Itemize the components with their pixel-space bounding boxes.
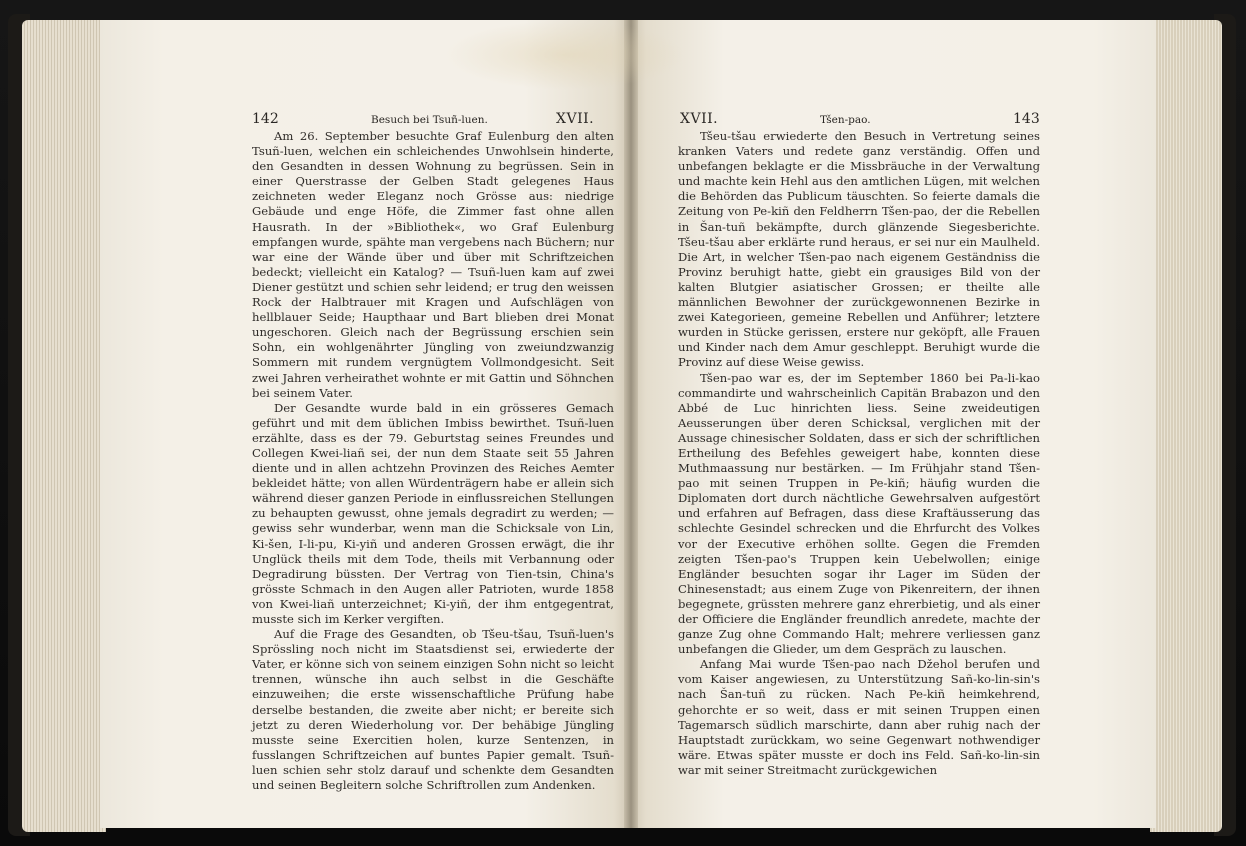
- right-chapter-number: XVII.: [680, 111, 719, 127]
- right-running-title: Tšen-pao.: [820, 114, 871, 126]
- left-page-number: 142: [252, 111, 279, 127]
- paragraph: Am 26. September besuchte Graf Eulenburg den alten Tsuñ-luen, welchen ein schleichendes Unwohlsein hinderte, den Gesandten in dessen Wohnung zu begrüssen. Sein in einer Querstrasse der Gelben Stadt gelegenes Haus zeichneten weder Eleganz noch Grösse aus: niedrige Gebäude und enge Höfe, die Zimmer fast ohne allen Hausrath. In der »Bibliothek«, wo Graf Eulenburg empfangen wurde, spähte man vergebens nach Büchern; nur war eine der Wände über und über mit Schriftzeichen bedeckt; vielleicht ein Katalog? — Tsuñ-luen kam auf zwei Diener gestützt und schien sehr leidend; er trug den weissen Rock der Halbtrauer mit Kragen und Aufschlägen von hellblauer Seide; Haupthaar und Bart blieben drei Monat ungeschoren. Gleich nach der Begrüssung erschien sein Sohn, ein wohlgenährter Jüngling von zweiundzwanzig Sommern mit rundem vergnügtem Vollmondgesicht. Seit zwei Jahren verheirathet wohnte er mit Gattin und Söhnchen bei seinem Vater.: [252, 129, 614, 400]
- paragraph: Tšeu-tšau erwiederte den Besuch in Vertretung seines kranken Vaters und redete ganz verständig. Offen und unbefangen beklagte er die Missbräuche in der Verwaltung und machte kein Hehl aus den amtlichen Lügen, mit welchen die Behörden das Publicum täuschten. So feierte damals die Zeitung von Pe-kiñ den Feldherrn Tšen-pao, der die Rebellen in Šan-tuñ bekämpfte, durch glänzende Siegesberichte. Tšeu-tšau aber erklärte rund heraus, er sei nur ein Maulheld. Die Art, in welcher Tšen-pao nach eigenem Geständniss die Provinz beruhigt hatte, giebt ein grausiges Bild von der kalten Blutgier asiatischer Grossen; er theilte alle männlichen Bewohner der zurückgewonnenen Bezirke in zwei Kategorieen, gemeine Rebellen und Anführer; letztere wurden in Stücke gerissen, erstere nur geköpft, alle Frauen und Kinder nach dem Amur geschleppt. Beruhigt wurde die Provinz auf diese Weise gewiss.: [678, 129, 1040, 370]
- paragraph: Auf die Frage des Gesandten, ob Tšeu-tšau, Tsuñ-luen's Sprössling noch nicht im Staatsdienst sei, erwiederte der Vater, er könne sich von seinem einzigen Sohn nicht so leicht trennen, wünsche ihn auch selbst in die Geschäfte einzuweihen; die erste wissenschaftliche Prüfung habe derselbe bestanden, die zweite aber nicht; er bereite sich jetzt zu deren Wiederholung vor. Der behäbige Jüngling musste seine Exercitien holen, kurze Sentenzen, in fusslangen Schriftzeichen auf buntes Papier gemalt. Tsuñ-luen schien sehr stolz darauf und schenkte dem Gesandten und seinen Begleitern solche Schriftrollen zum Andenken.: [252, 627, 614, 793]
- paragraph: Tšen-pao war es, der im September 1860 bei Pa-li-kao commandirte und wahrscheinlich Capitän Brabazon und den Abbé de Luc hinrichten liess. Seine zweideutigen Aeusserungen über deren Schicksal, verglichen mit der Aussage chinesischer Soldaten, dass er sich der schriftlichen Ertheilung des Befehles geweigert habe, konnten diese Muthmaassung nur bestärken. — Im Frühjahr stand Tšen-pao mit seinen Truppen in Pe-kiñ; häufig wurden die Diplomaten dort durch nächtliche Gewehrsalven aufgestört und erfahren auf Befragen, dass diese Kraftäusserung das schlechte Gesindel schrecken und die Ehrfurcht des Volkes vor der Executive erhöhen sollte. Gegen die Fremden zeigten Tšen-pao's Truppen kein Uebelwollen; einige Engländer besuchten sogar ihr Lager im Süden der Chinesenstadt; aus einem Zuge von Pikenreitern, der ihnen begegnete, grüssten mehrere ganz ehrerbietig, und als einer der Officiere die Engländer freundlich anredete, machte der ganze Zug ohne Commando Halt; mehrere verliessen ganz unbefangen die Glieder, um dem Gespräch zu lauschen.: [678, 370, 1040, 657]
- right-header: [0, 111, 1246, 131]
- right-page-number: 143: [1013, 111, 1040, 127]
- left-running-title: Besuch bei Tsuñ-luen.: [371, 114, 488, 126]
- left-chapter-number: XVII.: [556, 111, 595, 127]
- right-body-text: [678, 129, 1040, 778]
- right-page-stack: [1150, 20, 1222, 832]
- book-gutter: [624, 20, 638, 828]
- paragraph: Der Gesandte wurde bald in ein grösseres Gemach geführt und mit dem üblichen Imbiss bewirthet. Tsuñ-luen erzählte, dass es der 79. Geburtstag seines Freundes und Collegen Kwei-liañ sei, der nun dem Staate seit 55 Jahren diente und in allen achtzehn Provinzen des Reiches Aemter bekleidet hätte; von allen Würdenträgern habe er allein sich während dieser ganzen Periode in einflussreichen Stellungen zu behaupten gewusst, ohne jemals degradirt zu werden; — gewiss sehr wunderbar, wenn man die Schicksale von Lin, Ki-šen, I-li-pu, Ki-yiñ und anderen Grossen erwägt, die ihr Unglück theils mit dem Tode, theils mit Verbannung oder Degradirung büssten. Der Vertrag von Tien-tsin, China's grösste Schmach in den Augen aller Patrioten, wurde 1858 von Kwei-liañ unterzeichnet; Ki-yiñ, der ihm entgegentrat, musste sich im Kerker vergiften.: [252, 400, 614, 626]
- paragraph: Anfang Mai wurde Tšen-pao nach Džehol berufen und vom Kaiser angewiesen, zu Unterstützung Sañ-ko-lin-sin's nach Šan-tuñ zu rücken. Nach Pe-kiñ heimkehrend, gehorchte er so weit, dass er mit seinen Truppen einen Tagemarsch südlich marschirte, dann aber ruhig nach der Hauptstadt zurückkam, wo seine Gegenwart nothwendiger wäre. Etwas später musste er doch ins Feld. Sañ-ko-lin-sin war mit seiner Streitmacht zurückgewichen: [678, 657, 1040, 777]
- left-body-text: [252, 129, 614, 793]
- left-page-stack: [22, 20, 106, 832]
- water-stain: [445, 20, 685, 90]
